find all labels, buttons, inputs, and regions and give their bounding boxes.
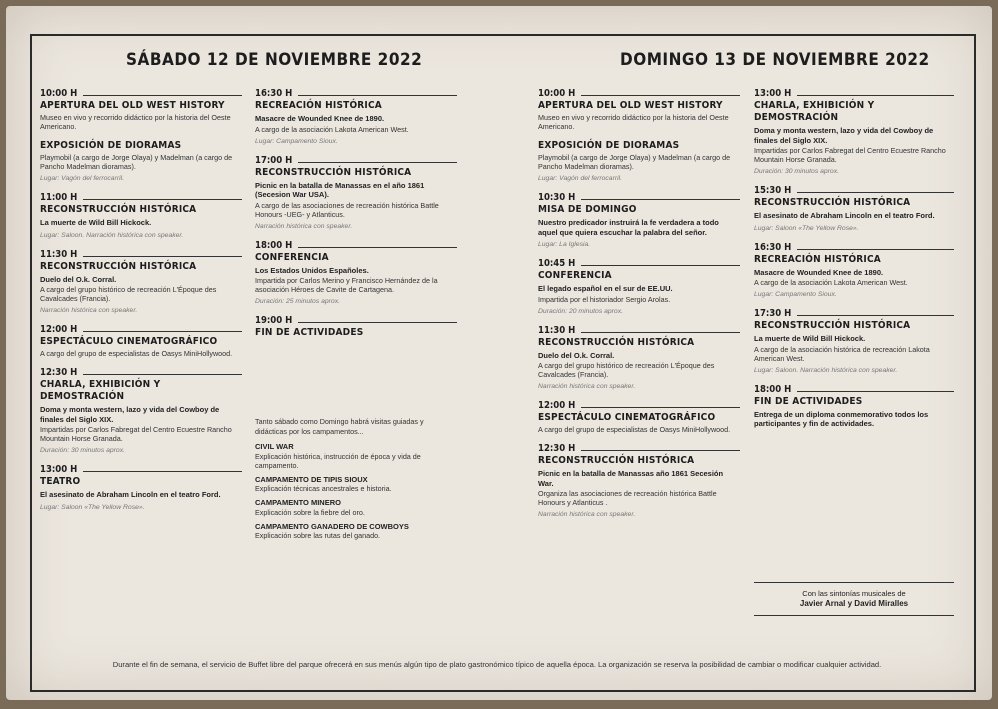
event-description: Playmobil (a cargo de Jorge Olaya) y Madelman (a cargo de Pancho Madelman dioramas).: [538, 153, 731, 171]
event: [40, 140, 242, 183]
event-subtitle: Duelo del O.k. Corral.: [40, 274, 117, 284]
time-rule: [298, 162, 457, 163]
event-time-row: [255, 240, 457, 251]
event-title: ESPECTÁCULO CINEMATOGRÁFICO: [538, 412, 716, 423]
event-note: Lugar: Campamento Sioux.: [255, 137, 338, 145]
time-rule: [83, 256, 242, 257]
event-time: 15:30 H: [754, 185, 792, 196]
credits-intro: Con las sintonías musicales de: [802, 589, 906, 598]
event-title: TEATRO: [40, 476, 81, 487]
event-subtitle: La muerte de Wild Bill Hickock.: [40, 218, 152, 227]
time-rule: [581, 265, 740, 266]
event-time-row: [754, 308, 954, 319]
event-time: 16:30 H: [255, 88, 293, 99]
event-note: Lugar: Saloon. Narración histórica con speaker.: [40, 231, 184, 239]
music-credits: [754, 582, 954, 616]
event-title: RECONSTRUCCIÓN HISTÓRICA: [255, 166, 412, 178]
event-time-row: [40, 464, 242, 475]
event-time: 11:00 H: [40, 192, 78, 203]
camp-item: [255, 522, 457, 541]
camp-description: Explicación sobre la fiebre del oro.: [255, 507, 365, 517]
event: [40, 88, 242, 131]
event-subtitle: Masacre de Wounded Knee de 1890.: [754, 267, 884, 277]
event-subtitle: Duelo del O.k. Corral.: [538, 350, 615, 360]
event: [40, 249, 242, 316]
event: [255, 155, 457, 231]
event-time: 13:00 H: [40, 464, 78, 475]
event-description: Impartida por Carlos Merino y Francisco Hernández de la asociación Héroes de Cavite de Cartagena.: [255, 276, 438, 294]
time-rule: [797, 315, 954, 316]
event-time-row: [40, 367, 242, 378]
camp-title: CIVIL WAR: [255, 442, 294, 451]
time-rule: [83, 374, 242, 375]
event: [40, 192, 242, 240]
event-description: Impartidas por Carlos Fabregat del Centro Ecuestre Rancho Mountain Horse Granada.: [40, 425, 232, 443]
camp-description: Explicación técnicas ancestrales e historia.: [255, 484, 392, 493]
time-rule: [797, 391, 954, 392]
event-time: 10:00 H: [538, 88, 576, 99]
event-time-row: [538, 325, 740, 336]
event: [40, 367, 242, 455]
event-description: A cargo del grupo histórico de recreación L'Époque des Cavalcades (Francia).: [40, 285, 217, 303]
time-rule: [797, 249, 954, 250]
time-rule: [83, 331, 242, 332]
event-title: RECONSTRUCCIÓN HISTÓRICA: [40, 204, 197, 215]
event-description: Playmobil (a cargo de Jorge Olaya) y Madelman (a cargo de Pancho Madelman dioramas).: [40, 153, 233, 171]
event-time-row: [538, 443, 740, 454]
event-time-row: [255, 315, 457, 326]
event-subtitle: Masacre de Wounded Knee de 1890.: [255, 114, 385, 123]
time-rule: [298, 247, 457, 248]
camps-list: [255, 442, 457, 540]
event: [754, 185, 954, 233]
event-title: MISA DE DOMINGO: [538, 204, 637, 215]
event-time-row: [538, 88, 740, 99]
event-time-row: [538, 400, 740, 411]
event-time-row: [40, 324, 242, 335]
event-subtitle: Nuestro predicador instruirá la fe verdadera a todo aquel que quiera escuchar la palabra del señor.: [538, 218, 719, 237]
event-subtitle: Doma y monta western, lazo y vida del Cowboy de finales del Siglo XIX.: [40, 405, 220, 424]
event-subtitle: La muerte de Wild Bill Hickock.: [754, 334, 866, 343]
event: [538, 325, 740, 392]
event-time: 11:30 H: [40, 248, 78, 260]
event-time: 17:00 H: [255, 154, 293, 166]
time-rule: [298, 322, 457, 323]
time-rule: [83, 199, 242, 200]
event-title: FIN DE ACTIVIDADES: [754, 395, 863, 407]
time-rule: [581, 199, 740, 200]
event-subtitle: Picnic en la batalla de Manassas año 1861 Secesión War.: [538, 469, 724, 488]
event: [255, 88, 457, 146]
event: [538, 140, 740, 183]
event: [40, 464, 242, 512]
event-subtitle: Los Estados Unidos Españoles.: [255, 265, 369, 275]
time-rule: [581, 95, 740, 96]
event-description: A cargo de las asociaciones de recreación histórica Battle Honours -UEG- y Atlanticus.: [255, 200, 439, 219]
event-title: RECONSTRUCCIÓN HISTÓRICA: [754, 197, 911, 208]
camp-description: Explicación sobre las rutas del ganado.: [255, 531, 381, 540]
event-title: RECREACIÓN HISTÓRICA: [754, 253, 881, 265]
time-rule: [83, 95, 242, 96]
camp-title: CAMPAMENTO DE TIPIS SIOUX: [255, 474, 368, 484]
event-note: Duración: 25 minutos aprox.: [255, 298, 341, 305]
credits-names: Javier Arnal y David Miralles: [799, 599, 909, 608]
event-time: 17:30 H: [754, 308, 792, 319]
event: [538, 400, 740, 434]
event-title: CHARLA, EXHIBICIÓN Y DEMOSTRACIÓN: [754, 100, 875, 123]
camp-description: Explicación histórica, instrucción de época y vida de campamento.: [255, 451, 421, 470]
time-rule: [797, 95, 954, 96]
event-time: 12:30 H: [40, 367, 78, 378]
event-note: Lugar: Saloon «The Yellow Rose».: [754, 224, 859, 232]
event-subtitle: Entrega de un diploma conmemorativo todos los participantes y fin de actividades.: [754, 409, 929, 428]
event-time: 13:00 H: [754, 88, 792, 99]
event: [255, 315, 457, 339]
event: [538, 88, 740, 131]
event-time: 12:00 H: [538, 400, 576, 411]
camps-section: [255, 417, 457, 540]
saturday-afternoon-events: [255, 88, 457, 339]
event-time: 16:30 H: [754, 241, 792, 253]
event-time: 11:30 H: [538, 324, 576, 336]
event-time-row: [255, 88, 457, 99]
event-title: RECONSTRUCCIÓN HISTÓRICA: [538, 455, 695, 466]
event-subtitle: El asesinato de Abraham Lincoln en el teatro Ford.: [754, 211, 935, 220]
event-title: RECONSTRUCCIÓN HISTÓRICA: [40, 260, 197, 272]
event-time: 18:00 H: [255, 239, 293, 251]
event-time: 10:30 H: [538, 192, 576, 203]
event: [40, 324, 242, 358]
event-time-row: [40, 88, 242, 99]
event-title: RECREACIÓN HISTÓRICA: [255, 100, 382, 111]
event-time: 19:00 H: [255, 315, 293, 326]
event-time: 12:30 H: [538, 443, 576, 454]
event-description: Impartidas por Carlos Fabregat del Centro Ecuestre Rancho Mountain Horse Granada.: [754, 146, 946, 164]
event-title: APERTURA DEL OLD WEST HISTORY: [40, 100, 225, 111]
saturday-afternoon-column: [255, 84, 457, 545]
event: [754, 88, 954, 176]
event-note: Lugar: Vagón del ferrocarril.: [538, 175, 622, 182]
time-rule: [83, 471, 242, 472]
camp-item: [255, 442, 457, 470]
event-note: Narración histórica con speaker.: [255, 222, 353, 230]
time-rule: [298, 95, 457, 96]
event-description: A cargo de la asociación histórica de recreación Lakota American West.: [754, 344, 930, 363]
event-title: FIN DE ACTIVIDADES: [255, 327, 364, 338]
time-rule: [797, 192, 954, 193]
event-time: 10:45 H: [538, 258, 576, 269]
camp-title: CAMPAMENTO MINERO: [255, 498, 341, 507]
camps-intro: Tanto sábado como Domingo habrá visitas guiadas y didácticas por los campamentos...: [255, 417, 424, 436]
event: [754, 242, 954, 300]
event-note: Lugar: Saloon «The Yellow Rose».: [40, 503, 145, 511]
event-subtitle: El legado español en el sur de EE.UU.: [538, 284, 673, 293]
event-subtitle: Picnic en la batalla de Manassas en el año 1861 (Secesion War USA).: [255, 180, 425, 199]
event-time: 10:00 H: [40, 88, 78, 99]
event: [538, 443, 740, 519]
sunday-afternoon-column: [754, 84, 954, 438]
event-note: Lugar: Saloon. Narración histórica con speaker.: [754, 366, 898, 374]
event: [538, 258, 740, 316]
event: [754, 308, 954, 375]
sunday-morning-column: [538, 84, 740, 528]
event-title: CHARLA, EXHIBICIÓN Y DEMOSTRACIÓN: [40, 379, 161, 402]
event-time-row: [754, 242, 954, 253]
event-note: Duración: 30 minutos aprox.: [40, 447, 126, 454]
event-note: Lugar: La Iglesia.: [538, 241, 591, 248]
event-description: A cargo del grupo de especialistas de Oasys MiniHollywood.: [40, 349, 233, 358]
footer-note: Durante el fin de semana, el servicio de Buffet libre del parque ofrecerá en sus menús algún tipo de plato gastronómico típico de aquella época. La organización se reserva la posibilidad de cambiar o modificar cualquier actividad.: [112, 660, 882, 669]
event-note: Lugar: Vagón del ferrocarril.: [40, 175, 124, 182]
sunday-title: DOMINGO 13 DE NOVIEMBRE 2022: [620, 50, 930, 70]
time-rule: [581, 407, 740, 408]
event-time-row: [754, 384, 954, 395]
event-note: Narración histórica con speaker.: [538, 511, 636, 518]
event: [255, 240, 457, 307]
event-note: Narración histórica con speaker.: [538, 383, 636, 390]
event-description: A cargo del grupo histórico de recreación L'Époque des Cavalcades (Francia).: [538, 361, 715, 379]
event-time-row: [255, 155, 457, 166]
event-description: A cargo de la asociación Lakota American West.: [255, 124, 409, 134]
event-time-row: [40, 192, 242, 203]
event-title: RECONSTRUCCIÓN HISTÓRICA: [754, 320, 911, 331]
event-note: Lugar: Campamento Sioux.: [754, 291, 837, 298]
saturday-title: SÁBADO 12 DE NOVIEMBRE 2022: [126, 50, 423, 70]
event-note: Duración: 20 minutos aprox.: [538, 307, 624, 315]
event-title: CONFERENCIA: [538, 270, 612, 281]
event-description: Impartida por el historiador Sergio Arolas.: [538, 294, 671, 304]
event-time: 12:00 H: [40, 324, 78, 335]
event-note: Narración histórica con speaker.: [40, 307, 138, 314]
event-time-row: [754, 185, 954, 196]
camp-item: [255, 475, 457, 494]
camp-title: CAMPAMENTO GANADERO DE COWBOYS: [255, 521, 409, 531]
event-title: CONFERENCIA: [255, 251, 329, 263]
event-description: Organiza las asociaciones de recreación histórica Battle Honours y Atlanticus .: [538, 489, 717, 507]
event: [754, 384, 954, 429]
event-description: A cargo del grupo de especialistas de Oasys MiniHollywood.: [538, 425, 731, 434]
event-title: EXPOSICIÓN DE DIORAMAS: [40, 140, 182, 151]
saturday-morning-column: [40, 84, 242, 521]
event-title: ESPECTÁCULO CINEMATOGRÁFICO: [40, 336, 218, 347]
event: [538, 192, 740, 249]
event-description: Museo en vivo y recorrido didáctico por la historia del Oeste Americano.: [538, 113, 729, 131]
event-subtitle: El asesinato de Abraham Lincoln en el teatro Ford.: [40, 490, 221, 499]
time-rule: [581, 450, 740, 451]
event-time-row: [754, 88, 954, 99]
event-title: EXPOSICIÓN DE DIORAMAS: [538, 140, 680, 151]
event-time: 18:00 H: [754, 383, 792, 395]
event-subtitle: Doma y monta western, lazo y vida del Cowboy de finales del Siglo XIX.: [754, 126, 934, 145]
event-description: A cargo de la asociación Lakota American West.: [754, 278, 908, 287]
camp-item: [255, 498, 457, 517]
event-time-row: [40, 249, 242, 260]
event-time-row: [538, 258, 740, 269]
event-note: Duración: 30 minutos aprox.: [754, 168, 840, 175]
event-title: APERTURA DEL OLD WEST HISTORY: [538, 100, 723, 111]
time-rule: [581, 332, 740, 333]
event-time-row: [538, 192, 740, 203]
event-description: Museo en vivo y recorrido didáctico por la historia del Oeste Americano.: [40, 113, 231, 131]
event-title: RECONSTRUCCIÓN HISTÓRICA: [538, 336, 695, 348]
